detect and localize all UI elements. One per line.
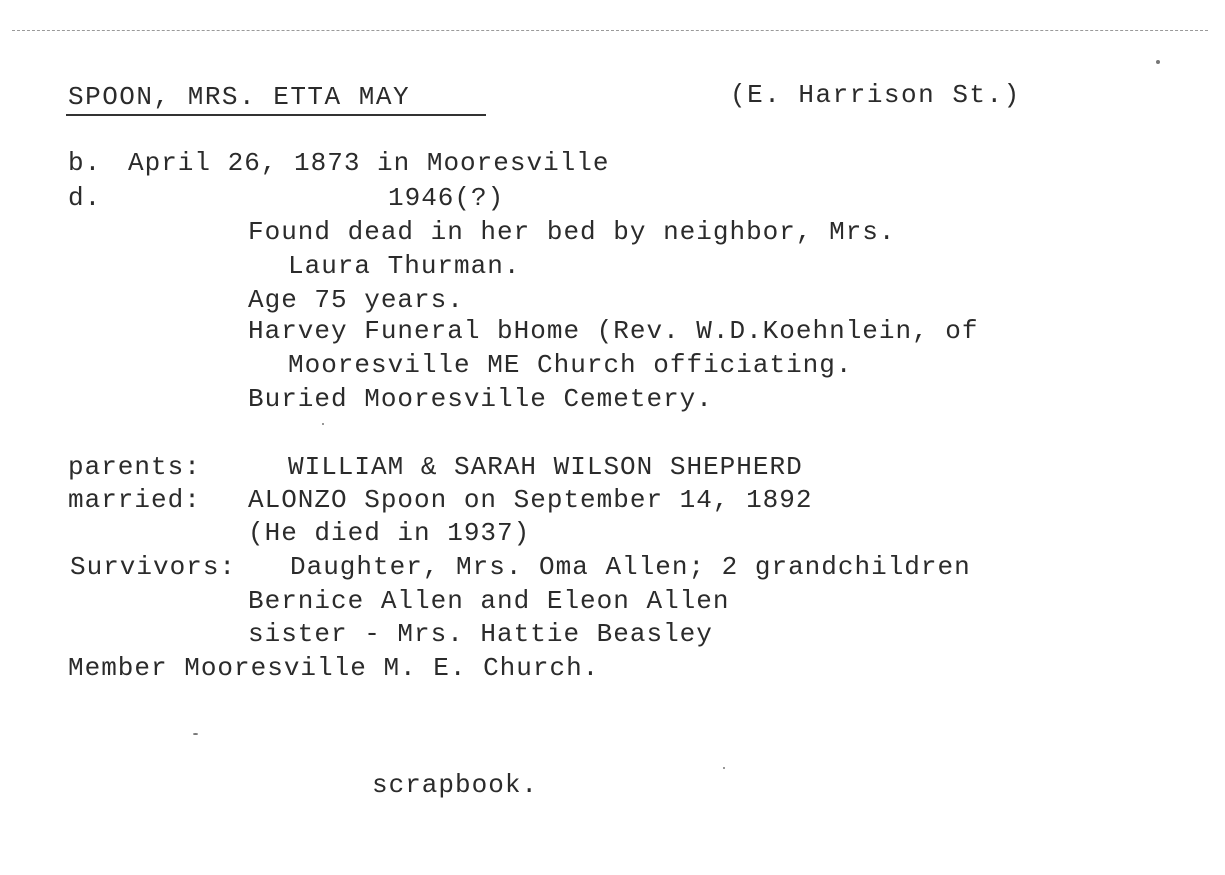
- death-detail-line: Laura Thurman.: [288, 251, 521, 281]
- scan-speck: [723, 767, 725, 769]
- birth-label: b.: [68, 148, 102, 178]
- married-text: ALONZO Spoon on September 14, 1892: [248, 485, 813, 515]
- death-detail-line: Found dead in her bed by neighbor, Mrs.: [248, 217, 896, 247]
- heading-underline: [66, 114, 486, 116]
- death-detail-line: Buried Mooresville Cemetery.: [248, 384, 713, 414]
- married-note: (He died in 1937): [248, 518, 531, 548]
- survivors-line: Daughter, Mrs. Oma Allen; 2 grandchildren: [290, 552, 971, 582]
- birth-text: April 26, 1873 in Mooresville: [128, 148, 610, 178]
- survivors-line: sister - Mrs. Hattie Beasley: [248, 619, 713, 649]
- source-note: scrapbook.: [372, 770, 539, 800]
- card-top-edge: [12, 30, 1208, 31]
- death-detail-line: Mooresville ME Church officiating.: [288, 350, 853, 380]
- scan-speck: [1156, 60, 1160, 64]
- parents-text: WILLIAM & SARAH WILSON SHEPHERD: [288, 452, 803, 482]
- scan-speck: [322, 423, 324, 425]
- church-membership: Member Mooresville M. E. Church.: [68, 653, 600, 683]
- scan-speck: [193, 733, 198, 735]
- parents-label: parents:: [68, 452, 201, 482]
- record-name-heading: SPOON, MRS. ETTA MAY: [68, 82, 411, 112]
- street-address: (E. Harrison St.): [730, 80, 1021, 110]
- death-year: 1946(?): [388, 183, 505, 213]
- survivors-label: Survivors:: [70, 552, 237, 582]
- death-label: d.: [68, 183, 102, 213]
- death-detail-line: Age 75 years.: [248, 285, 464, 315]
- death-detail-line: Harvey Funeral bHome (Rev. W.D.Koehnlein, of: [248, 316, 979, 346]
- married-label: married:: [68, 485, 201, 515]
- survivors-line: Bernice Allen and Eleon Allen: [248, 586, 730, 616]
